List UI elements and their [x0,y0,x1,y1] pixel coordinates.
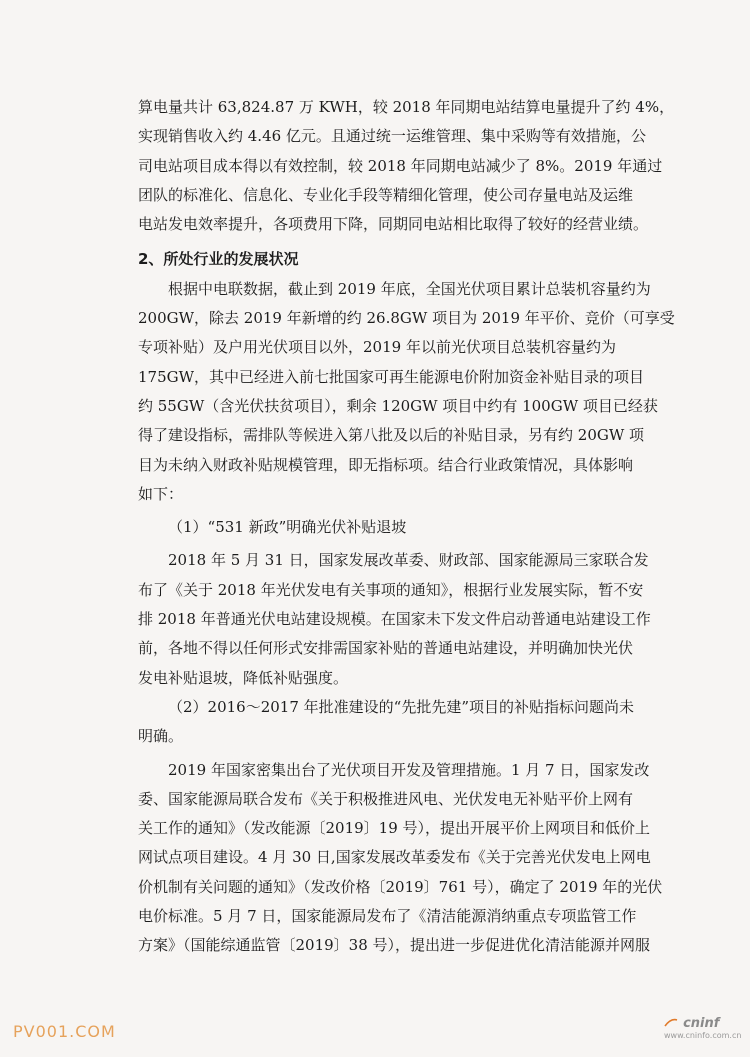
text-line: 方案》（国能综通监管〔2019〕38 号），提出进一步促进优化清洁能源并网服 [138,936,651,955]
text-line: 关工作的通知》（发改能源〔2019〕19 号），提出开展平价上网项目和低价上 [138,819,651,838]
text-line: 约 55GW（含光伏扶贫项目），剩余 120GW 项目中约有 100GW 项目已经获 [138,396,658,415]
text-line: 价机制有关问题的通知》（发改价格〔2019〕761 号），确定了 2019 年的光伏 [138,877,663,896]
paragraph-settlement [138,93,675,239]
watermark-url: www.cninfo.com.cn [664,1031,742,1040]
document-body [138,93,675,961]
subheading-531-policy: （1）“531 新政”明确光伏补贴退坡 [168,518,407,537]
text-line: 电价标准。5 月 7 日，国家能源局发布了《清洁能源消纳重点专项监管工作 [138,907,637,926]
text-line: 司电站项目成本得以有效控制，较 2018 年同期电站减少了 8%。2019 年通过 [138,156,663,175]
text-line: 175GW，其中已经进入前七批国家可再生能源电价附加资金补贴目录的项目 [138,367,645,386]
text-line: 2019 年国家密集出台了光伏项目开发及管理措施。1 月 7 日，国家发改 [168,760,650,779]
text-line: 电站发电效率提升，各项费用下降，同期同电站相比取得了较好的经营业绩。 [138,215,649,234]
watermark-pv001: PV001.COM [13,1022,116,1041]
text-line: 2018 年 5 月 31 日，国家发展改革委、财政部、国家能源局三家联合发 [168,551,649,570]
text-line: 算电量共计 63,824.87 万 KWH，较 2018 年同期电站结算电量提升了约 4%， [138,98,675,116]
text-line: 实现销售收入约 4.46 亿元。且通过统一运维管理、集中采购等有效措施，公 [138,127,646,146]
text-line: 团队的标准化、信息化、专业化手段等精细化管理，使公司存量电站及运维 [138,185,634,204]
text-line: 委、国家能源局联合发布《关于积极推进风电、光伏发电无补贴平价上网有 [138,789,634,808]
paragraph-2019-measures [138,756,663,961]
subheading-first-approval [138,693,638,752]
text-line: 200GW，除去 2019 年新增的约 26.8GW 项目为 2019 年平价、竞价（可享受 [138,309,675,328]
text-line: 排 2018 年普通光伏电站建设规模。在国家未下发文件启动普通电站建设工作 [138,610,651,629]
section-heading: 2、所处行业的发展状况 [138,250,299,269]
text-line: 发电补贴退坡，降低补贴强度。 [138,668,349,687]
text-line: 目为未纳入财政补贴规模管理，即无指标项。结合行业政策情况，具体影响 [138,455,634,474]
paragraph-531-policy [138,546,651,692]
paragraph-industry-status [138,275,675,509]
watermark-logo-text: cninf [683,1016,720,1031]
text-line: 根据中电联数据，截止到 2019 年底，全国光伏项目累计总装机容量约为 [168,279,651,298]
text-line: 前，各地不得以任何形式安排需国家补贴的普通电站建设，并明确加快光伏 [138,639,634,658]
text-line: （2）2016～2017 年批准建设的“先批先建”项目的补贴指标问题尚未 [168,697,634,716]
watermark-cninfo [664,1012,744,1052]
text-line: 明确。 [138,727,184,746]
text-line: 布了《关于 2018 年光伏发电有关事项的通知》，根据行业发展实际，暂不安 [138,580,644,599]
text-line: 如下： [138,484,184,503]
cninfo-logo-icon [664,1018,678,1027]
text-line: 得了建设指标，需排队等候进入第八批及以后的补贴目录，另有约 20GW 项 [138,426,645,445]
text-line: 网试点项目建设。4 月 30 日,国家发展改革委发布《关于完善光伏发电上网电 [138,848,651,867]
text-line: 专项补贴）及户用光伏项目以外，2019 年以前光伏项目总装机容量约为 [138,338,616,357]
